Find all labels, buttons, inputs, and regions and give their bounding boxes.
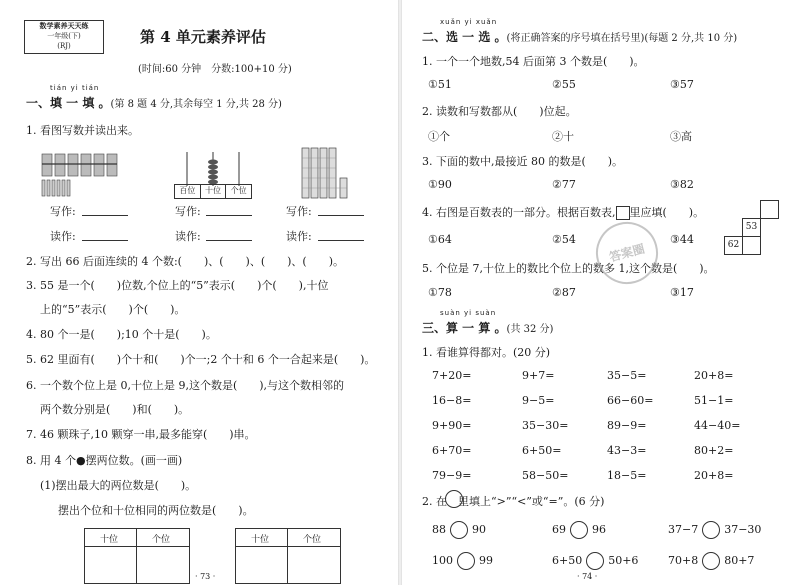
- sec1-heading: 一、填 一 填 。: [26, 96, 111, 110]
- sec3-note: (共 32 分): [506, 324, 554, 335]
- cmp-title-circle-icon: [445, 490, 463, 508]
- sec3-pinyin: suàn yi suàn: [440, 309, 497, 317]
- write-label-1: 写作:: [50, 205, 76, 218]
- c2-option-1[interactable]: ①个: [428, 130, 450, 143]
- compare-item: [552, 521, 606, 539]
- q8-1-text: (1)摆出最大的两位数是( )。: [40, 479, 197, 492]
- c5-option-1[interactable]: ①78: [428, 286, 452, 299]
- left-page: [0, 0, 398, 585]
- sticks-svg: [40, 150, 140, 198]
- compare-circle[interactable]: [570, 521, 588, 539]
- calc-item[interactable]: 89−9=: [607, 419, 647, 432]
- compare-left: 6+50: [552, 554, 583, 567]
- c3-option-1[interactable]: ①90: [428, 178, 452, 191]
- calc-item[interactable]: 43−3=: [607, 444, 647, 457]
- c4-question-pre: 4. 右图是百数表的一部分。根据百数表,: [422, 206, 616, 219]
- place-value-table-2[interactable]: [235, 528, 341, 584]
- chart-cell-53: 53: [742, 218, 761, 237]
- c1-option-2[interactable]: ②55: [552, 78, 576, 91]
- compare-left: 100: [432, 554, 453, 567]
- c4-option-2[interactable]: ②54: [552, 233, 576, 246]
- read-blank-2[interactable]: [206, 240, 252, 241]
- c3-option-3[interactable]: ③82: [670, 178, 694, 191]
- calc-title: 1. 看谁算得都对。(20 分): [422, 346, 551, 359]
- compare-left: 70+8: [668, 554, 699, 567]
- calc-item[interactable]: 51−1=: [694, 394, 734, 407]
- blocks-picture: [300, 144, 360, 200]
- calc-item[interactable]: 16−8=: [432, 394, 472, 407]
- cmp-title-circle: [445, 490, 463, 508]
- compare-right: 96: [592, 523, 606, 536]
- abacus-picture: [174, 150, 252, 200]
- sec2-heading: 二、选 一 选 。: [422, 30, 507, 44]
- read-label-1: 读作:: [50, 230, 76, 243]
- compare-left: 69: [552, 523, 566, 536]
- abacus-label-ones: 个位: [230, 186, 247, 195]
- write-blank-3[interactable]: [318, 215, 364, 216]
- c2-option-3[interactable]: ③高: [670, 130, 692, 143]
- bundle-sticks-picture: [40, 150, 140, 198]
- read-label-3: 读作:: [286, 230, 312, 243]
- compare-left: 88: [432, 523, 446, 536]
- calc-item[interactable]: 79−9=: [432, 469, 472, 482]
- compare-right: 50+6: [608, 554, 639, 567]
- compare-left: 37−7: [668, 523, 699, 536]
- read-blank-1[interactable]: [82, 240, 128, 241]
- table1-header-tens: 十位: [100, 535, 119, 545]
- stamp-text: 答案圈: [607, 241, 647, 265]
- place-value-table-1[interactable]: [84, 528, 190, 584]
- chart-target-cell: [742, 236, 761, 255]
- c1-question: 1. 一个一个地数,54 后面第 3 个数是( )。: [422, 55, 645, 68]
- q8-2-text: 摆出个位和十位相同的两位数是( )。: [58, 504, 254, 517]
- c4-blank-square: [616, 206, 630, 220]
- calc-item[interactable]: 35−5=: [607, 369, 647, 382]
- sec1-note: (第 8 题 4 分,其余每空 1 分,共 28 分): [110, 99, 282, 110]
- q8-text: 8. 用 4 个●摆两位数。(画一画): [26, 454, 183, 467]
- c5-option-3[interactable]: ③17: [670, 286, 694, 299]
- compare-right: 90: [472, 523, 486, 536]
- c1-option-1[interactable]: ①51: [428, 78, 452, 91]
- q3-text-a: 3. 55 是一个( )位数,个位上的“5”表示( )个( ),十位: [26, 279, 329, 292]
- q6-text-b: 两个数分别是( )和( )。: [40, 403, 190, 416]
- badge-line2: 一年级(下): [47, 32, 81, 40]
- q1-text: 1. 看图写数并读出来。: [26, 124, 139, 137]
- calc-item[interactable]: 6+70=: [432, 444, 472, 457]
- calc-item[interactable]: 6+50=: [522, 444, 562, 457]
- right-page: [402, 0, 800, 585]
- q2-text: 2. 写出 66 后面连续的 4 个数:( )、( )、( )、( )。: [26, 255, 345, 268]
- q7-text: 7. 46 颗珠子,10 颗穿一串,最多能穿( )串。: [26, 428, 256, 441]
- compare-right: 37−30: [724, 523, 762, 536]
- calc-item[interactable]: 44−40=: [694, 419, 741, 432]
- calc-item[interactable]: 66−60=: [607, 394, 654, 407]
- calc-item[interactable]: 9−5=: [522, 394, 555, 407]
- compare-circle[interactable]: [450, 521, 468, 539]
- calc-item[interactable]: 20+8=: [694, 469, 734, 482]
- write-label-3: 写作:: [286, 205, 312, 218]
- blocks-svg: [300, 144, 360, 200]
- hundred-chart-fragment: [720, 200, 780, 256]
- compare-circle[interactable]: [457, 552, 475, 570]
- calc-item[interactable]: 58−50=: [522, 469, 569, 482]
- calc-item[interactable]: 20+8=: [694, 369, 734, 382]
- compare-right: 80+7: [724, 554, 755, 567]
- compare-circle[interactable]: [586, 552, 604, 570]
- read-label-2: 读作:: [175, 230, 201, 243]
- table1-header-ones: 个位: [152, 535, 171, 545]
- c4-question: [422, 204, 704, 220]
- c5-option-2[interactable]: ②87: [552, 286, 576, 299]
- calc-item[interactable]: 80+2=: [694, 444, 734, 457]
- page-number-right: · 74 ·: [577, 572, 598, 581]
- time-info: (时间:60 分钟 分数:100+10 分): [138, 64, 292, 75]
- compare-item: [668, 552, 754, 570]
- calc-item[interactable]: 18−5=: [607, 469, 647, 482]
- calc-item[interactable]: 7+20=: [432, 369, 472, 382]
- compare-item: [432, 552, 493, 570]
- compare-item: [432, 521, 486, 539]
- calc-item[interactable]: 35−30=: [522, 419, 569, 432]
- write-blank-2[interactable]: [206, 215, 252, 216]
- sec3-header: [422, 319, 553, 336]
- c4-question-post: 里应填( )。: [629, 206, 705, 219]
- q4-text: 4. 80 个一是( );10 个十是( )。: [26, 328, 217, 341]
- compare-item: [552, 552, 638, 570]
- page-title: 第 4 单元素养评估: [140, 28, 266, 46]
- q5-text: 5. 62 里面有( )个十和( )个一;2 个十和 6 个一合起来是( )。: [26, 353, 376, 366]
- c3-option-2[interactable]: ②77: [552, 178, 576, 191]
- q6-text-a: 6. 一个数个位上是 0,十位上是 9,这个数是( ),与这个数相邻的: [26, 379, 345, 392]
- badge-line3: (RJ): [57, 42, 71, 50]
- sec1-pinyin: tián yi tián: [50, 84, 100, 92]
- sec2-note: (将正确答案的序号填在括号里)(每题 2 分,共 10 分): [506, 33, 738, 44]
- sec1-header: [26, 94, 282, 111]
- c4-option-1[interactable]: ①64: [428, 233, 452, 246]
- c4-option-3[interactable]: ③44: [670, 233, 694, 246]
- read-blank-3[interactable]: [318, 240, 364, 241]
- c2-option-2[interactable]: ②十: [552, 130, 574, 143]
- abacus-label-hundreds: 百位: [175, 185, 201, 198]
- write-blank-1[interactable]: [82, 215, 128, 216]
- table2-header-tens: 十位: [251, 535, 270, 545]
- sec2-header: [422, 28, 737, 45]
- compare-right: 99: [479, 554, 493, 567]
- table2-header-ones: 个位: [303, 535, 322, 545]
- calc-item[interactable]: 9+90=: [432, 419, 472, 432]
- write-label-2: 写作:: [175, 205, 201, 218]
- answer-stamp: [589, 215, 665, 291]
- chart-empty-top: [760, 200, 779, 219]
- c1-option-3[interactable]: ③57: [670, 78, 694, 91]
- c2-question: 2. 读数和写数都从( )位起。: [422, 105, 577, 118]
- calc-item[interactable]: 9+7=: [522, 369, 555, 382]
- chart-cell-62: 62: [724, 236, 743, 255]
- abacus-label-tens: 十位: [201, 185, 227, 198]
- q3-text-b: 上的“5”表示( )个( )。: [40, 303, 186, 316]
- cmp-title-text: 2. 在 里填上“>”“<”或“=”。(6 分): [422, 495, 605, 508]
- c3-question: 3. 下面的数中,最接近 80 的数是( )。: [422, 155, 624, 168]
- c5-question: 5. 个位是 7,十位上的数比个位上的数多 1,这个数是( )。: [422, 262, 715, 275]
- series-badge: [24, 20, 104, 54]
- page-number-left: · 73 ·: [195, 572, 216, 581]
- sec2-pinyin: xuǎn yi xuǎn: [440, 18, 498, 26]
- abacus-svg: [174, 150, 252, 186]
- compare-circle[interactable]: [702, 552, 720, 570]
- sec3-heading: 三、算 一 算 。: [422, 321, 507, 335]
- badge-line1: 数学素养天天练: [39, 21, 89, 30]
- compare-item: [668, 521, 761, 539]
- compare-circle[interactable]: [702, 521, 720, 539]
